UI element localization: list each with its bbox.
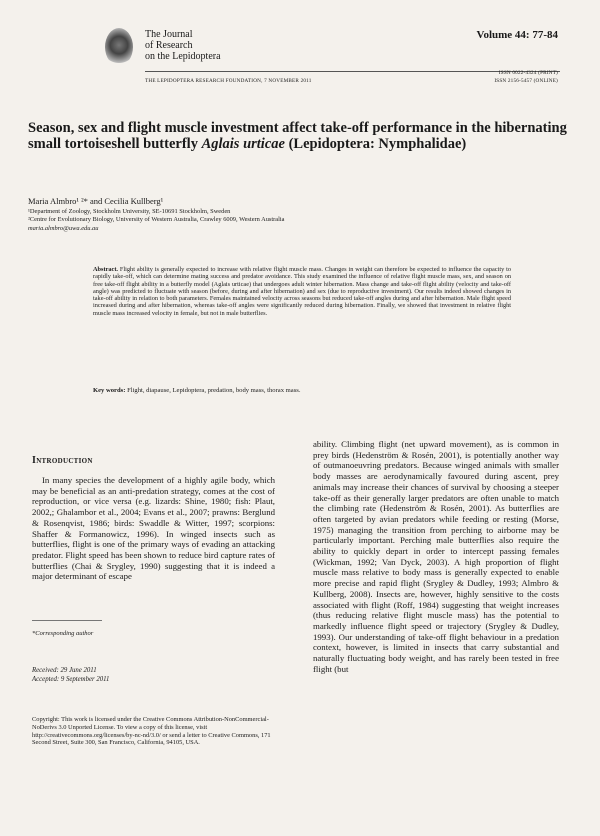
copyright-notice: Copyright: This work is licensed under the Creative Commons Attribution-NonCommercial-NoDerivs 3.0 Unported License. To view a copy of this license, visit http://creativecommons.org/licenses/by-nc-nd/3.0/ or send a letter to Creative Commons, 171 Second Street, Suite 300, San Francisco, California, 94105, USA. bbox=[32, 716, 271, 747]
authors: Maria Almbro¹ ²* and Cecilia Kullberg¹ bbox=[28, 196, 164, 206]
journal-title bbox=[145, 29, 221, 62]
corresponding-author: *Corresponding author bbox=[32, 630, 94, 637]
affiliation-1: ¹Department of Zoology, Stockholm University, SE-10691 Stockholm, Sweden bbox=[28, 208, 231, 215]
keywords bbox=[93, 387, 511, 394]
footnote-rule bbox=[32, 620, 102, 621]
received-date: Received: 29 June 2011 bbox=[32, 667, 97, 674]
journal-title-line1: The Journal bbox=[145, 29, 193, 40]
journal-title-line2: of Research bbox=[145, 40, 193, 51]
article-title bbox=[28, 120, 568, 152]
title-part1: Season, sex and flight muscle investment affect take-off performance in the hibernating small tortoiseshell butterfly bbox=[28, 120, 567, 152]
section-heading: Introduction bbox=[32, 455, 93, 466]
affiliation-2: ²Centre for Evolutionary Biology, University of Western Australia, Crawley 6009, Western Australia bbox=[28, 216, 285, 223]
title-species: Aglais urticae bbox=[201, 136, 285, 152]
intro-right-column: ability. Climbing flight (net upward movement), as is common in prey birds (Hedenström & Rosén, 2001), is potentially another way of outmanoeuvring predators. Because winged animals with smaller body masses are aerodynamically favoured during ascent, prey animals may increase their chances of survival by choosing a steeper take-off as their generally larger predators are often unable to match the climbing rate (Hedenström & Rosén, 2001). As butterflies are often targeted by avian predators while feeding or resting (Morse, 1975) managing the transition from perching to airborne may be particularly important. Perching male butterflies also require the ability to quickly depart in order to intercept passing females (Wickman, 1992; Van Dyck, 2003). A high proportion of flight muscle mass relative to body mass is generally expected to enable more precise and rapid flight (Srygley & Dudley, 1993; Almbro & Kullberg, 2008). Insects are, however, highly sensitive to the costs associated with flight (Roff, 1984) suggesting that weight increases (thus reducing relative flight muscle mass) has the potential to markedly influence flight speed or trajectory (Srygley & Dudley, 1993). Our understanding of take-off flight behaviour in a predation context, however, is limited in insects that carry substantial and naturally fluctuating body weight, and has rarely been tested in free flight (but bbox=[313, 439, 559, 674]
keywords-label: Key words: bbox=[93, 387, 126, 394]
volume-label: Volume 44: 77-84 bbox=[476, 29, 558, 41]
accepted-date: Accepted: 9 September 2011 bbox=[32, 676, 110, 683]
journal-logo bbox=[105, 28, 133, 66]
abstract-text: Flight ability is generally expected to increase with relative flight muscle mass. Changes in weight can therefore be expected to influence the capacity to rapidly take-off, which can determine mating success and predator avoidance. This study examined the influence of relative flight muscle mass, sex, and season on free take-off flight ability in a butterfly model (Aglais urticae) that undergoes adult winter hibernation. Mass change and take-off flight ability (velocity and take-off angle) was predicted to fluctuate with season (before, during and after hibernation) and sex (due to reproductive investment). Our results indeed showed changes in take-off ability in relation to both parameters. Females maintained velocity across seasons but reduced take-off angles during and after hibernation. Male flight speed increased during and after hibernation, whereas take-off angles were significantly reduced during hibernation. Finally, we showed that investment in relative flight muscle mass increased velocity in female, but not in male butterflies. bbox=[93, 266, 511, 317]
keywords-text: Flight, diapause, Lepidoptera, predation, body mass, thorax mass. bbox=[127, 387, 301, 394]
issn-online: ISSN 2156-5457 (ONLINE) bbox=[494, 78, 558, 84]
abstract-label: Abstract. bbox=[93, 266, 119, 273]
issn-print: ISSN 0022-4324 (PRINT) bbox=[498, 70, 558, 76]
author-email: maria.almbro@uwa.edu.au bbox=[28, 225, 99, 232]
title-part2: (Lepidoptera: Nymphalidae) bbox=[284, 136, 467, 152]
foundation-line: THE LEPIDOPTERA RESEARCH FOUNDATION, 7 NOVEMBER 2011 bbox=[145, 78, 312, 84]
intro-left-column: In many species the development of a highly agile body, which may be beneficial as an anti-predation strategy, comes at the cost of reproduction, or vice versa (e.g. lizards: Shine, 1980; fish: Plaut, 2002,; Ghalambor et al., 2004; Evans et al., 2007; prawns: Berglund & Rosenqvist, 1986; birds: Swaddle & Witter, 1997; scorpions: Shaffer & Formanowicz, 1996). In winged insects such as butterflies, flight is one of the primary ways of evading an attacking predator. Flight speed has been shown to reduce bird capture rates of butterflies (Chai & Srygley, 1990) suggesting that it is indeed a major determinant of escape bbox=[32, 475, 275, 582]
journal-title-line3: on the Lepidoptera bbox=[145, 51, 221, 62]
abstract bbox=[93, 266, 511, 317]
